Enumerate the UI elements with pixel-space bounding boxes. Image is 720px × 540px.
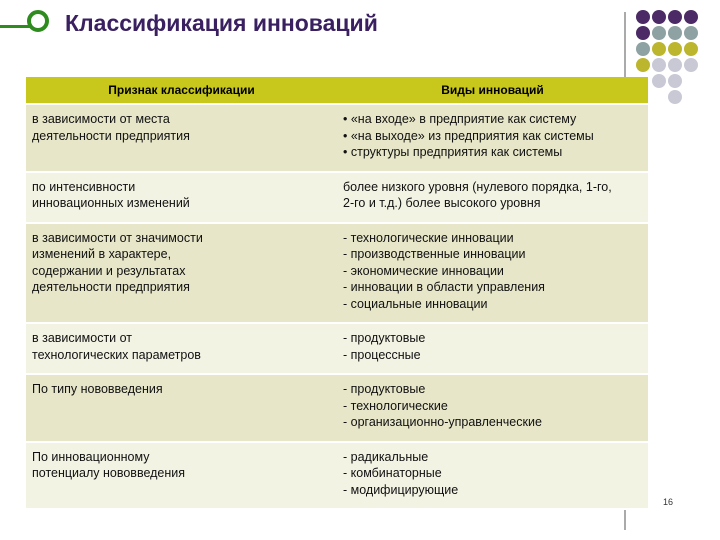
type-item: • «на входе» в предприятие как систему: [343, 112, 577, 126]
types-cell: [337, 104, 648, 172]
page-number: 16: [663, 497, 674, 507]
header-types: Виды инноваций: [337, 77, 648, 104]
criterion-text: По инновационному: [32, 449, 150, 464]
table-row: [26, 223, 648, 324]
table-header-row: [26, 77, 648, 104]
criterion-cell: [26, 172, 337, 223]
dot-row: [636, 10, 716, 26]
criterion-text: в зависимости от места: [32, 112, 170, 126]
criterion-text: инновационных изменений: [32, 196, 190, 210]
type-item: - продуктовые: [343, 382, 426, 396]
table-row: [26, 374, 648, 442]
dot-row: [636, 58, 716, 74]
criterion-text: в зависимости от: [32, 331, 133, 345]
criterion-cell: [26, 442, 337, 510]
classification-table: [26, 77, 648, 510]
type-item: 2-го и т.д.) более высокого уровня: [343, 196, 541, 210]
type-item: - производственные инновации: [343, 247, 526, 261]
type-item: - технологические инновации: [343, 230, 514, 245]
type-item: более низкого уровня (нулевого порядка, 1-го,: [343, 179, 612, 194]
table-row: [26, 323, 648, 374]
types-cell: [337, 374, 648, 442]
type-item: - социальные инновации: [343, 296, 488, 311]
title-accent-line: [0, 25, 30, 28]
criterion-text: потенциалу нововведения: [32, 466, 186, 480]
decorative-dot: [652, 10, 666, 24]
type-item: - технологические: [343, 398, 448, 413]
criterion-text: По типу нововведения: [32, 382, 163, 396]
criterion-text: изменений в характере,: [32, 247, 172, 261]
criterion-text: содержании и результатах: [32, 263, 186, 278]
type-item: • структуры предприятия как системы: [343, 145, 563, 159]
type-item: - инновации в области управления: [343, 280, 545, 294]
table-body: [26, 104, 648, 509]
type-item: - модифицирующие: [343, 482, 459, 497]
slide-title: Классификация инноваций: [65, 10, 378, 36]
type-item: • «на выходе» из предприятия как системы: [343, 128, 594, 143]
criterion-cell: [26, 323, 337, 374]
criterion-text: деятельности предприятия: [32, 280, 190, 294]
dot-row: [636, 26, 716, 42]
criterion-text: в зависимости от значимости: [32, 230, 203, 245]
criterion-cell: [26, 223, 337, 324]
decorative-dot: [636, 10, 650, 24]
type-item: - продуктовые: [343, 331, 426, 345]
type-item: - процессные: [343, 347, 421, 362]
dot-row: [636, 90, 716, 106]
table-row: [26, 104, 648, 172]
types-cell: [337, 172, 648, 223]
decorative-dot: [652, 42, 666, 56]
decorative-dot: [636, 58, 650, 72]
decorative-dot: [684, 26, 698, 40]
decorative-dot: [684, 90, 698, 104]
table-row: [26, 442, 648, 510]
decorative-dot: [668, 90, 682, 104]
criterion-text: деятельности предприятия: [32, 128, 190, 143]
type-item: - комбинаторные: [343, 466, 442, 480]
title-accent-circle: [27, 10, 49, 32]
types-cell: [337, 223, 648, 324]
criterion-cell: [26, 374, 337, 442]
criterion-text: по интенсивности: [32, 179, 136, 194]
types-cell: [337, 442, 648, 510]
decorative-dot: [684, 10, 698, 24]
criterion-cell: [26, 104, 337, 172]
types-cell: [337, 323, 648, 374]
decorative-dot: [668, 42, 682, 56]
dot-row: [636, 74, 716, 90]
decorative-dot: [668, 26, 682, 40]
decorative-dot: [668, 58, 682, 72]
decorative-dot: [652, 90, 666, 104]
decorative-dot-grid: [636, 10, 716, 106]
decorative-dot: [684, 58, 698, 72]
decorative-dot: [668, 10, 682, 24]
decorative-dot: [668, 74, 682, 88]
type-item: - организационно-управленческие: [343, 415, 542, 429]
table-row: [26, 172, 648, 223]
decorative-dot: [636, 42, 650, 56]
dot-row: [636, 42, 716, 58]
decorative-dot: [652, 58, 666, 72]
decorative-dot: [636, 26, 650, 40]
decorative-dot: [652, 74, 666, 88]
decorative-dot: [652, 26, 666, 40]
header-criterion: Признак классификации: [26, 77, 337, 104]
decorative-dot: [684, 42, 698, 56]
type-item: - экономические инновации: [343, 263, 504, 278]
criterion-text: технологических параметров: [32, 347, 201, 362]
type-item: - радикальные: [343, 449, 429, 464]
decorative-dot: [684, 74, 698, 88]
